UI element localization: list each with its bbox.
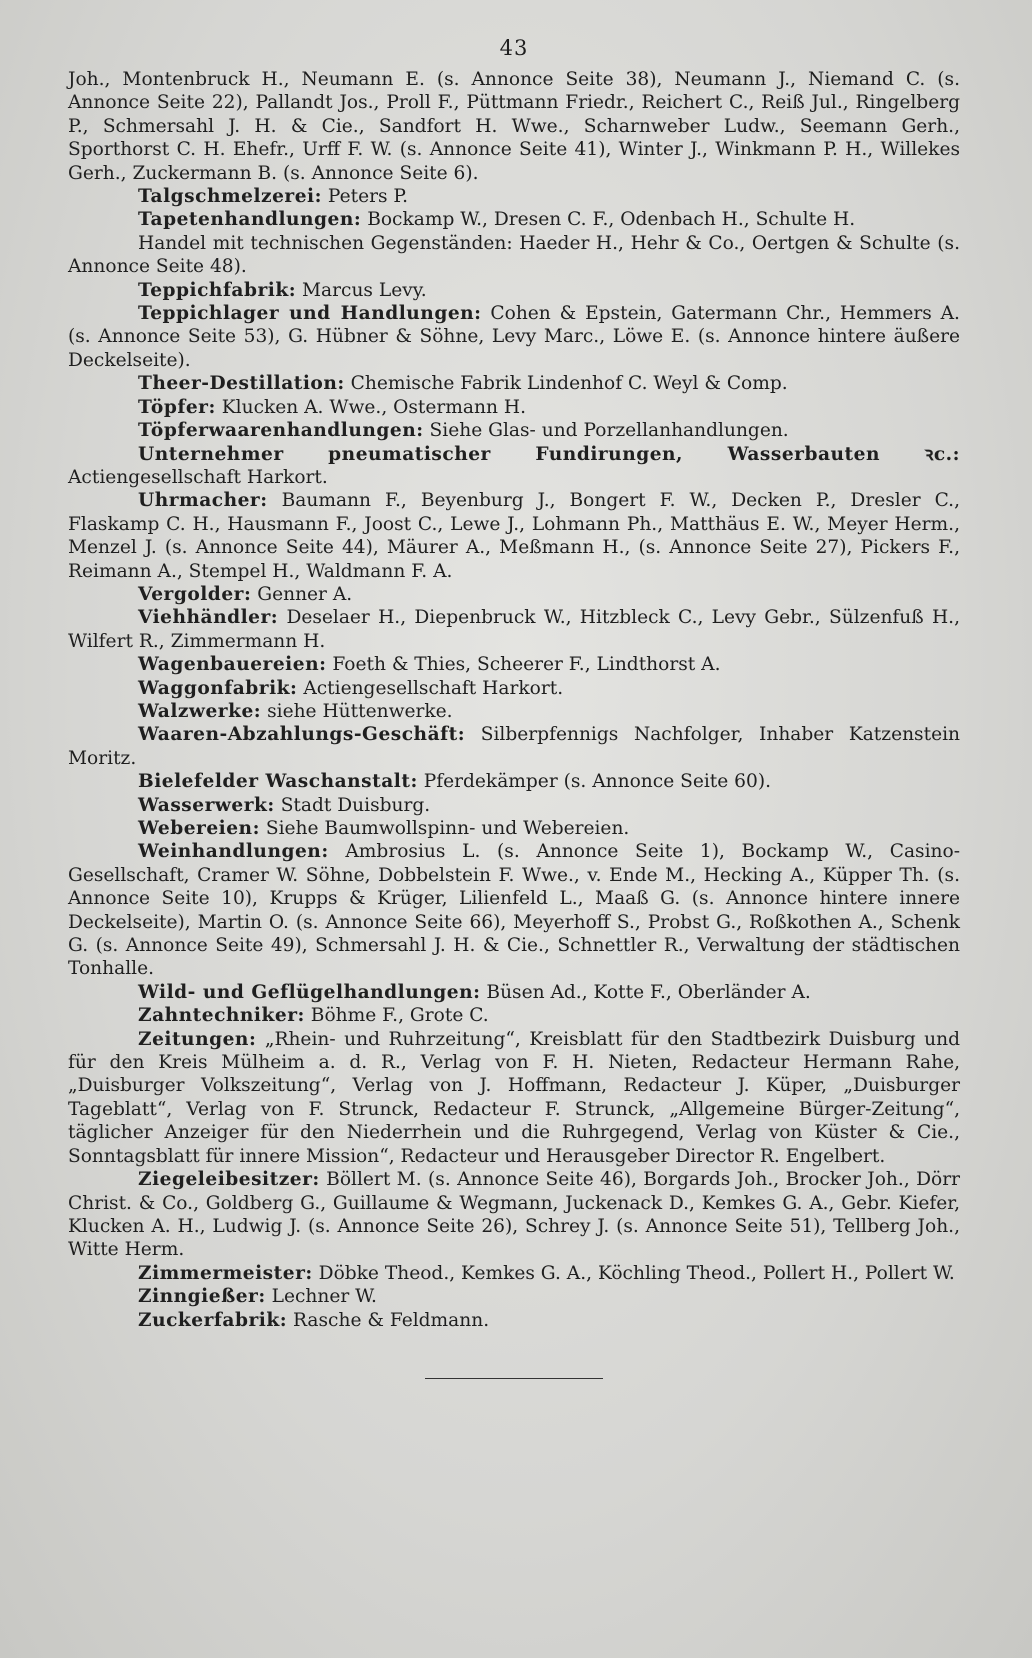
directory-entry [68,302,960,372]
entry-heading: Wasserwerk: [138,794,275,816]
directory-entry [68,794,960,817]
entry-heading: Töpfer: [138,396,216,418]
entry-text: Deselaer H., Diepenbruck W., Hitzbleck C., Levy Gebr., Sülzenfuß H., Wilfert R., Zimmermann H. [68,607,961,652]
entry-heading: Weinhandlungen: [138,841,329,863]
directory-entry [68,1004,960,1027]
entry-heading: Waaren-Abzahlungs-Geschäft: [138,724,466,746]
entry-heading: Vergolder: [138,583,252,605]
directory-entry [68,489,960,583]
entry-text: Ambrosius L. (s. Annonce Seite 1), Bockamp W., Casino-Gesellschaft, Cramer W. Söhne, Dobbelstein F. Wwe., v. Ende M., Hecking A., Küpper Th. (s. Annonce Seite 10), Krupps & Krüger, Lilienfeld L., Maaß G. (s. Annonce hintere innere Deckelseite), Martin O. (s. Annonce Seite 66), Meyerhoff S., Probst G., Roßkothen A., Schenk G. (s. Annonce Seite 49), Schmersahl J. H. & Cie., Schnettler R., Verwaltung der städtischen Tonhalle. [68,841,960,980]
entry-text: Silberpfennigs Nachfolger, Inhaber Katzenstein Moritz. [68,724,960,769]
page-number: 43 [499,36,529,60]
entry-text: Peters P. [327,186,409,208]
directory-entry [68,1309,960,1332]
directory-entry [68,68,960,185]
entry-heading: Theer-Destillation: [138,373,345,395]
entry-heading: Walzwerke: [138,700,262,722]
entry-heading: Tapetenhandlungen: [138,209,362,231]
directory-entry [68,396,960,419]
entry-text: Baumann F., Beyenburg J., Bongert F. W., Decken P., Dresler C., Flaskamp C. H., Hausmann F., Joost C., Lewe J., Lohmann Ph., Matthäus E. W., Meyer Herm., Menzel J. (s. Annonce Seite 44), Mäurer A., Meßmann H., (s. Annonce Seite 27), Pickers F., Reimann A., Stempel H., Waldmann F. A. [68,490,960,582]
directory-entry [68,232,960,279]
entry-heading: Uhrmacher: [138,490,268,512]
directory-entry [68,1028,960,1168]
entry-heading: Zeitungen: [138,1028,257,1050]
entry-text: Lechner W. [271,1286,377,1308]
entry-text: Böhme F., Grote C. [310,1005,489,1027]
entry-heading: Zinngießer: [138,1286,266,1308]
entry-text: Foeth & Thies, Scheerer F., Lindthorst A. [332,654,721,676]
directory-entry [68,443,960,490]
entry-text: Siehe Baumwollspinn- und Webereien. [265,818,630,839]
directory-entry [68,770,960,793]
entry-heading: Zimmermeister: [138,1262,313,1284]
directory-entry [68,840,960,980]
entry-text: siehe Hüttenwerke. [267,700,453,722]
entry-heading: Ziegeleibesitzer: [138,1169,320,1191]
entry-heading: Bielefelder Waschanstalt: [138,771,418,793]
directory-entry [68,677,960,700]
entry-text: Siehe Glas- und Porzellanhandlungen. [429,420,789,442]
directory-entry [68,1285,960,1308]
entry-heading: Unternehmer pneumatischer Fundirungen, Wasserbauten ꝛc.: [138,443,960,465]
section-divider [425,1378,603,1379]
directory-entry [68,372,960,395]
entry-heading: Webereien: [138,818,260,839]
entry-heading: Talgschmelzerei: [138,186,322,208]
entry-text: Klucken A. Wwe., Ostermann H. [221,396,526,418]
directory-entry [68,185,960,208]
entry-heading: Teppichfabrik: [138,279,297,301]
entry-text: Pferdekämper (s. Annonce Seite 60). [423,771,772,793]
entry-heading: Zahntechniker: [138,1005,305,1027]
directory-entry [68,817,960,840]
entry-text: Genner A. [257,583,353,605]
directory-entry [68,606,960,653]
directory-entry [68,279,960,302]
entry-text: Bockamp W., Dresen C. F., Odenbach H., Schulte H. [367,209,856,231]
directory-entries [68,68,960,1332]
directory-entry [68,583,960,606]
entry-text: Cohen & Epstein, Gatermann Chr., Hemmers A. (s. Annonce Seite 53), G. Hübner & Söhne, Levy Marc., Löwe E. (s. Annonce hintere äußere Deckelseite). [68,303,960,371]
directory-entry [68,419,960,442]
entry-text: Handel mit technischen Gegenständen: Haeder H., Hehr & Co., Oertgen & Schulte (s. Annonce Seite 48). [68,232,960,278]
entry-text: Böllert M. (s. Annonce Seite 46), Borgards Joh., Brocker Joh., Dörr Christ. & Co., Goldberg G., Guillaume & Wegmann, Juckenack D., Kemkes G. A., Gebr. Kiefer, Klucken A. H., Ludwig J. (s. Annonce Seite 26), Schrey J. (s. Annonce Seite 51), Tellberg Joh., Witte Herm. [68,1169,960,1261]
entry-text: „Rhein- und Ruhrzeitung“, Kreisblatt für den Stadtbezirk Duisburg und für den Kreis Mülheim a. d. R., Verlag von F. H. Nieten, Redacteur Hermann Rahe, „Duisburger Volkszeitung“, Verlag von J. Hoffmann, Redacteur J. Küper, „Duisburger Tageblatt“, Verlag von F. Strunck, Redacteur F. Strunck, „Allgemeine Bürger-Zeitung“, täglicher Anzeiger für den Niederrhein und die Ruhrgegend, Verlag von Küster & Cie., Sonntagsblatt für innere Mission“, Redacteur und Herausgeber Director R. Engelbert. [68,1028,960,1167]
entry-text: Joh., Montenbruck H., Neumann E. (s. Annonce Seite 38), Neumann J., Niemand C. (s. Annonce Seite 22), Pallandt Jos., Proll F., Püttmann Friedr., Reichert C., Reiß Jul., Ringelberg P., Schmersahl J. H. & Cie., Sandfort H. Wwe., Scharnweber Ludw., Seemann Gerh., Sporthorst C. H. Ehefr., Urff F. W. (s. Annonce Seite 41), Winter J., Winkmann P. H., Willekes Gerh., Zuckermann B. (s. Annonce Seite 6). [68,69,960,184]
entry-text: Actiengesellschaft Harkort. [303,677,564,699]
entry-text: Döbke Theod., Kemkes G. A., Köchling Theod., Pollert H., Pollert W. [318,1262,955,1284]
directory-entry [68,208,960,231]
entry-heading: Waggonfabrik: [138,677,298,699]
directory-entry [68,981,960,1004]
entry-text: Marcus Levy. [302,279,427,301]
entry-heading: Teppichlager und Handlungen: [138,303,482,325]
directory-entry [68,1168,960,1262]
directory-entry [68,1262,960,1285]
directory-entry [68,723,960,770]
entry-text: Rasche & Feldmann. [293,1309,490,1331]
entry-text: Stadt Duisburg. [280,794,431,816]
entry-text: Büsen Ad., Kotte F., Oberländer A. [486,981,811,1003]
entry-text: Actiengesellschaft Harkort. [68,466,328,488]
entry-heading: Wagenbauereien: [138,654,327,676]
entry-heading: Zuckerfabrik: [138,1309,288,1331]
directory-entry [68,700,960,723]
entry-heading: Viehhändler: [138,607,279,629]
entry-heading: Wild- und Geflügelhandlungen: [138,981,481,1003]
entry-text: Chemische Fabrik Lindenhof C. Weyl & Comp. [350,373,788,395]
entry-heading: Töpferwaarenhandlungen: [138,420,424,442]
directory-entry [68,653,960,676]
